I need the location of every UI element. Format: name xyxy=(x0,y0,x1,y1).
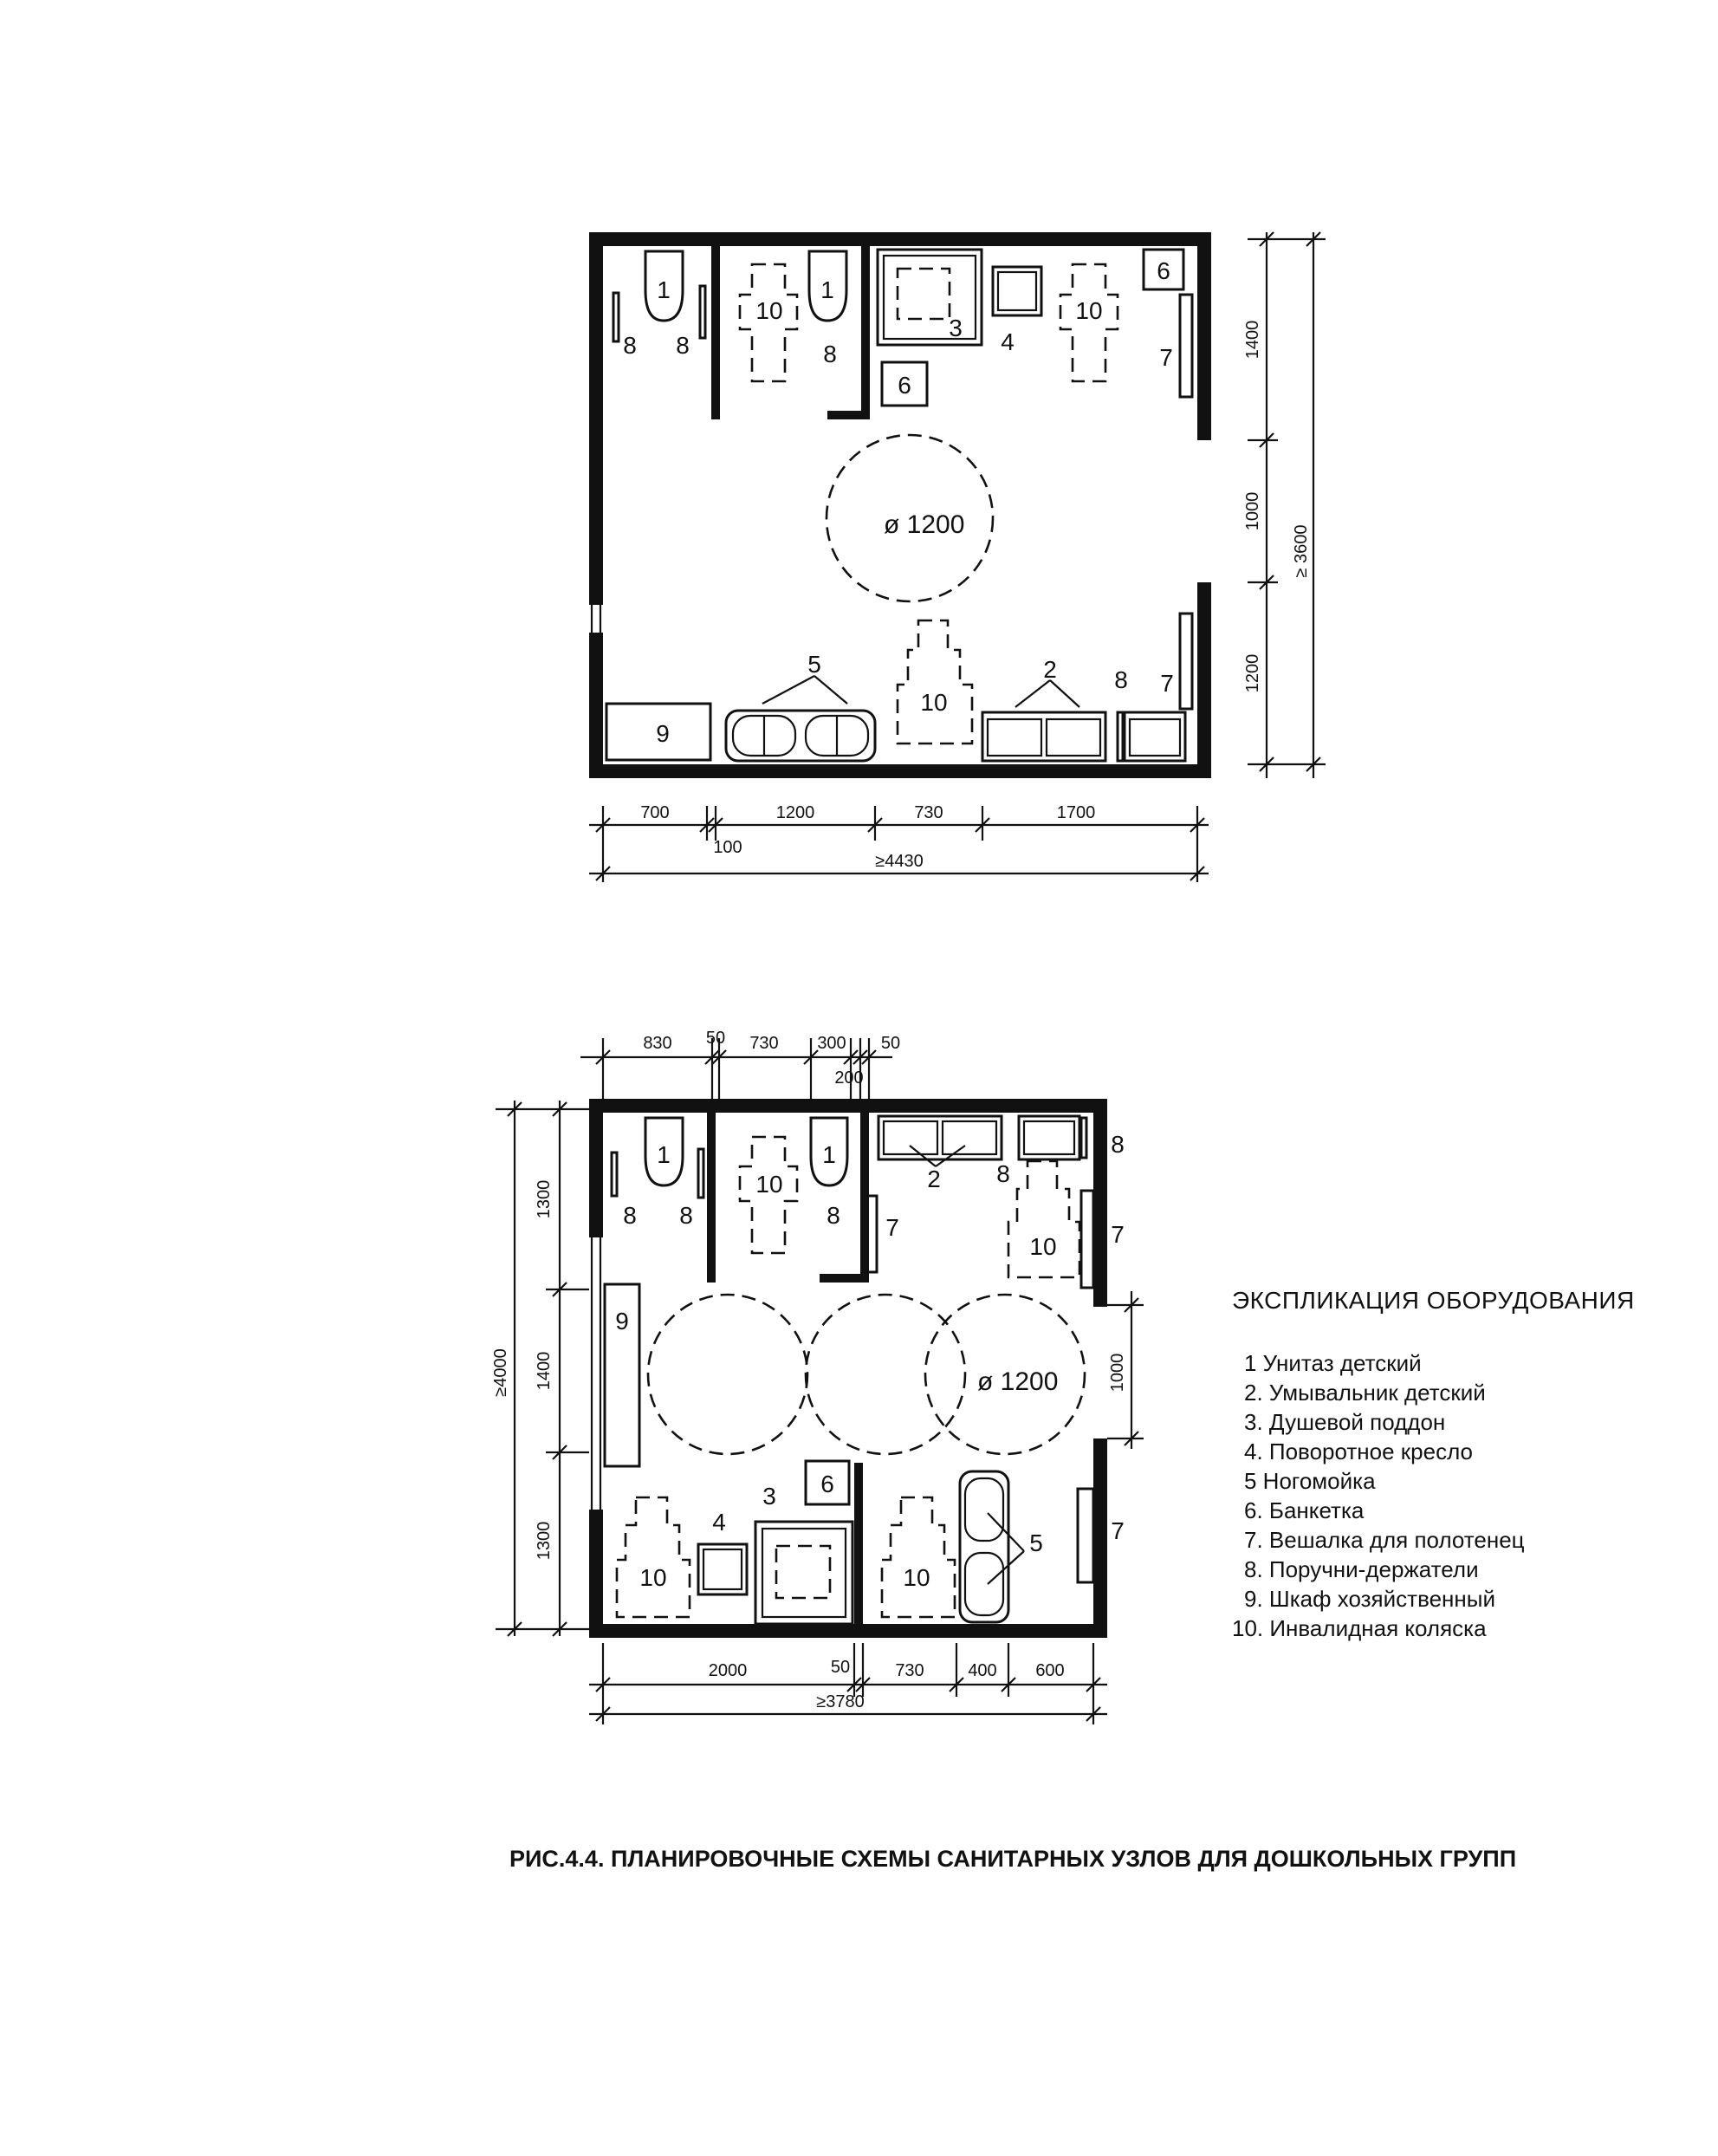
leader-line xyxy=(762,676,847,704)
fixture-label: 10 xyxy=(903,1564,930,1591)
top-wall xyxy=(589,232,1211,246)
foot-bath xyxy=(726,711,875,761)
towel-rack xyxy=(1180,295,1192,397)
legend-item: 2. Умывальник детский xyxy=(1244,1380,1486,1406)
fixture-label: 8 xyxy=(996,1160,1010,1187)
partition-foot xyxy=(827,411,870,419)
partition xyxy=(707,1113,716,1283)
dimension-label: 50 xyxy=(880,1034,901,1053)
dimension-label: 50 xyxy=(830,1658,851,1677)
fixture-label: 5 xyxy=(807,651,821,678)
wheelchair-outline xyxy=(882,1497,955,1617)
swivel-chair-inner xyxy=(703,1549,742,1589)
grab-bar xyxy=(698,1149,703,1198)
fixture-label: 8 xyxy=(679,1202,693,1229)
dimension-label: 1300 xyxy=(535,1179,554,1219)
fixture-label: 10 xyxy=(920,689,948,716)
right-wall-lower xyxy=(1197,582,1211,778)
dimension-label: 600 xyxy=(1035,1661,1065,1680)
grab-bar xyxy=(613,293,619,341)
shower-seat xyxy=(898,269,950,319)
fixture-label: 10 xyxy=(755,297,783,324)
right-wall-upper xyxy=(1197,232,1211,440)
fixture-label: 9 xyxy=(656,720,670,747)
swivel-chair xyxy=(993,267,1041,315)
washbasin-inner xyxy=(1024,1121,1074,1154)
towel-rack xyxy=(1081,1191,1093,1288)
circle-dimension-label: ø 1200 xyxy=(977,1367,1059,1396)
right-wall-lower xyxy=(1093,1438,1107,1638)
fixture-label: 5 xyxy=(1029,1529,1043,1556)
dimension-label: ≥4430 xyxy=(875,852,924,871)
bottom-wall xyxy=(589,1624,1107,1638)
legend-item: 1 Унитаз детский xyxy=(1244,1350,1422,1376)
turning-circle xyxy=(806,1295,965,1454)
dimension-label: 300 xyxy=(817,1034,846,1053)
washbasin-inner xyxy=(1130,719,1180,756)
figure-caption: РИС.4.4. ПЛАНИРОВОЧНЫЕ СХЕМЫ САНИТАРНЫХ УЗЛОВ ДЛЯ ДОШКОЛЬНЫХ ГРУПП xyxy=(509,1846,1517,1872)
partition xyxy=(861,232,870,419)
legend-item: 10. Инвалидная коляска xyxy=(1232,1615,1487,1641)
washbasin xyxy=(1047,719,1100,756)
dimension-label: 730 xyxy=(749,1034,779,1053)
foot-bath-basin xyxy=(965,1553,1003,1615)
dimension-chain-left xyxy=(491,1101,589,1636)
left-wall-upper xyxy=(589,1099,603,1237)
fixture-label: 8 xyxy=(1111,1131,1125,1158)
fixture-label: 7 xyxy=(1159,344,1173,371)
grab-bar xyxy=(612,1153,617,1196)
fixture-label: 8 xyxy=(1114,666,1128,693)
legend-item: 6. Банкетка xyxy=(1244,1497,1365,1523)
fixture-label: 2 xyxy=(927,1166,941,1192)
towel-rack xyxy=(1180,614,1192,709)
grab-bar xyxy=(1081,1118,1086,1158)
fixture-label: 6 xyxy=(898,372,911,399)
dimension-label: 1000 xyxy=(1243,491,1262,531)
swivel-chair xyxy=(698,1544,747,1594)
dimension-label: 1700 xyxy=(1056,803,1096,822)
turning-circle xyxy=(648,1295,807,1454)
grab-bar xyxy=(1118,712,1123,761)
legend-item: 9. Шкаф хозяйственный xyxy=(1244,1586,1495,1612)
circle-dimension-label: ø 1200 xyxy=(884,510,965,539)
dimension-label: 830 xyxy=(643,1034,672,1053)
swivel-chair-inner xyxy=(998,272,1036,310)
dimension-label: 1400 xyxy=(535,1351,554,1391)
legend-item: 8. Поручни-держатели xyxy=(1244,1556,1479,1582)
dimension-label: ≥ 3600 xyxy=(1292,524,1311,578)
dimension-chain-right xyxy=(1107,1291,1144,1449)
dimension-label: 200 xyxy=(834,1068,864,1088)
dimension-label: 50 xyxy=(705,1029,726,1048)
dimension-chain-right xyxy=(1243,232,1326,778)
fixture-label: 1 xyxy=(822,1141,836,1168)
dimension-label: 700 xyxy=(640,803,670,822)
shower-seat xyxy=(776,1546,830,1598)
dimension-label: 1000 xyxy=(1108,1353,1127,1393)
fixture-label: 8 xyxy=(827,1202,840,1229)
fixture-label: 9 xyxy=(615,1308,629,1335)
fixture-label: 2 xyxy=(1043,656,1057,683)
plan-top xyxy=(589,232,1326,882)
dimension-label: ≥3780 xyxy=(816,1692,865,1711)
dimension-label: 100 xyxy=(713,838,742,857)
dimension-label: 730 xyxy=(895,1661,924,1680)
top-wall xyxy=(589,1099,1107,1113)
dimension-label: 1300 xyxy=(535,1521,554,1561)
fixture-label: 1 xyxy=(657,276,671,303)
leader-line xyxy=(988,1513,1024,1584)
leader-line xyxy=(1015,680,1079,707)
left-wall-lower xyxy=(589,633,603,778)
fixture-label: 8 xyxy=(676,332,690,359)
dimension-label: 400 xyxy=(968,1661,997,1680)
legend-title: ЭКСПЛИКАЦИЯ ОБОРУДОВАНИЯ xyxy=(1232,1287,1635,1314)
legend-item: 3. Душевой поддон xyxy=(1244,1409,1446,1435)
dimension-label: ≥4000 xyxy=(491,1348,510,1397)
wheelchair-outline xyxy=(617,1497,690,1617)
fixture-label: 10 xyxy=(639,1564,667,1591)
fixture-label: 6 xyxy=(1157,257,1170,284)
foot-bath xyxy=(960,1471,1008,1622)
left-wall-lower xyxy=(589,1510,603,1638)
fixture-label: 1 xyxy=(657,1141,671,1168)
shower-tray xyxy=(878,250,982,345)
towel-rack xyxy=(1078,1489,1093,1582)
dimension-label: 1200 xyxy=(775,803,815,822)
dimension-label: 730 xyxy=(914,803,943,822)
bottom-wall xyxy=(589,764,1211,778)
fixture-label: 7 xyxy=(1111,1221,1125,1248)
dimension-label: 1200 xyxy=(1243,653,1262,693)
fixture-label: 8 xyxy=(623,332,637,359)
fixture-label: 7 xyxy=(885,1214,899,1241)
dimension-label: 1400 xyxy=(1243,320,1262,360)
shower-tray xyxy=(755,1522,853,1624)
right-wall-upper xyxy=(1093,1099,1107,1307)
washbasin xyxy=(943,1121,996,1154)
fixture-label: 7 xyxy=(1111,1517,1125,1544)
washbasin xyxy=(884,1121,937,1154)
washbasin-group xyxy=(878,1116,1002,1159)
fixture-label: 10 xyxy=(755,1171,783,1198)
washbasin xyxy=(1019,1116,1079,1159)
fixture-label: 6 xyxy=(820,1471,834,1497)
equipment-legend xyxy=(1232,1287,1635,1641)
wheelchair-outline xyxy=(898,620,972,744)
dimension-chain-top xyxy=(580,1029,900,1099)
partition xyxy=(854,1463,863,1627)
grab-bar xyxy=(700,286,705,338)
partition xyxy=(711,232,720,419)
shower-tray-inner xyxy=(762,1529,846,1617)
legend-item: 5 Ногомойка xyxy=(1244,1468,1376,1494)
fixture-label: 1 xyxy=(820,276,834,303)
dimension-label: 2000 xyxy=(708,1661,748,1680)
fixture-label: 4 xyxy=(1001,328,1015,355)
dimension-chain-bottom xyxy=(589,803,1209,882)
legend-item: 4. Поворотное кресло xyxy=(1244,1438,1474,1464)
plan-bottom xyxy=(491,1029,1144,1724)
fixture-label: 3 xyxy=(762,1483,776,1510)
legend-item: 7. Вешалка для полотенец xyxy=(1244,1527,1525,1553)
fixture-label: 10 xyxy=(1029,1233,1057,1260)
partition-foot xyxy=(820,1274,869,1283)
foot-bath-basin xyxy=(965,1478,1003,1541)
fixture-label: 8 xyxy=(623,1202,637,1229)
fixture-label: 4 xyxy=(712,1509,726,1536)
fixture-label: 7 xyxy=(1160,670,1174,697)
dimension-chain-bottom xyxy=(589,1643,1107,1724)
fixture-label: 10 xyxy=(1075,297,1103,324)
fixture-label: 8 xyxy=(823,341,837,367)
washbasin xyxy=(988,719,1041,756)
fixture-label: 3 xyxy=(949,315,963,341)
